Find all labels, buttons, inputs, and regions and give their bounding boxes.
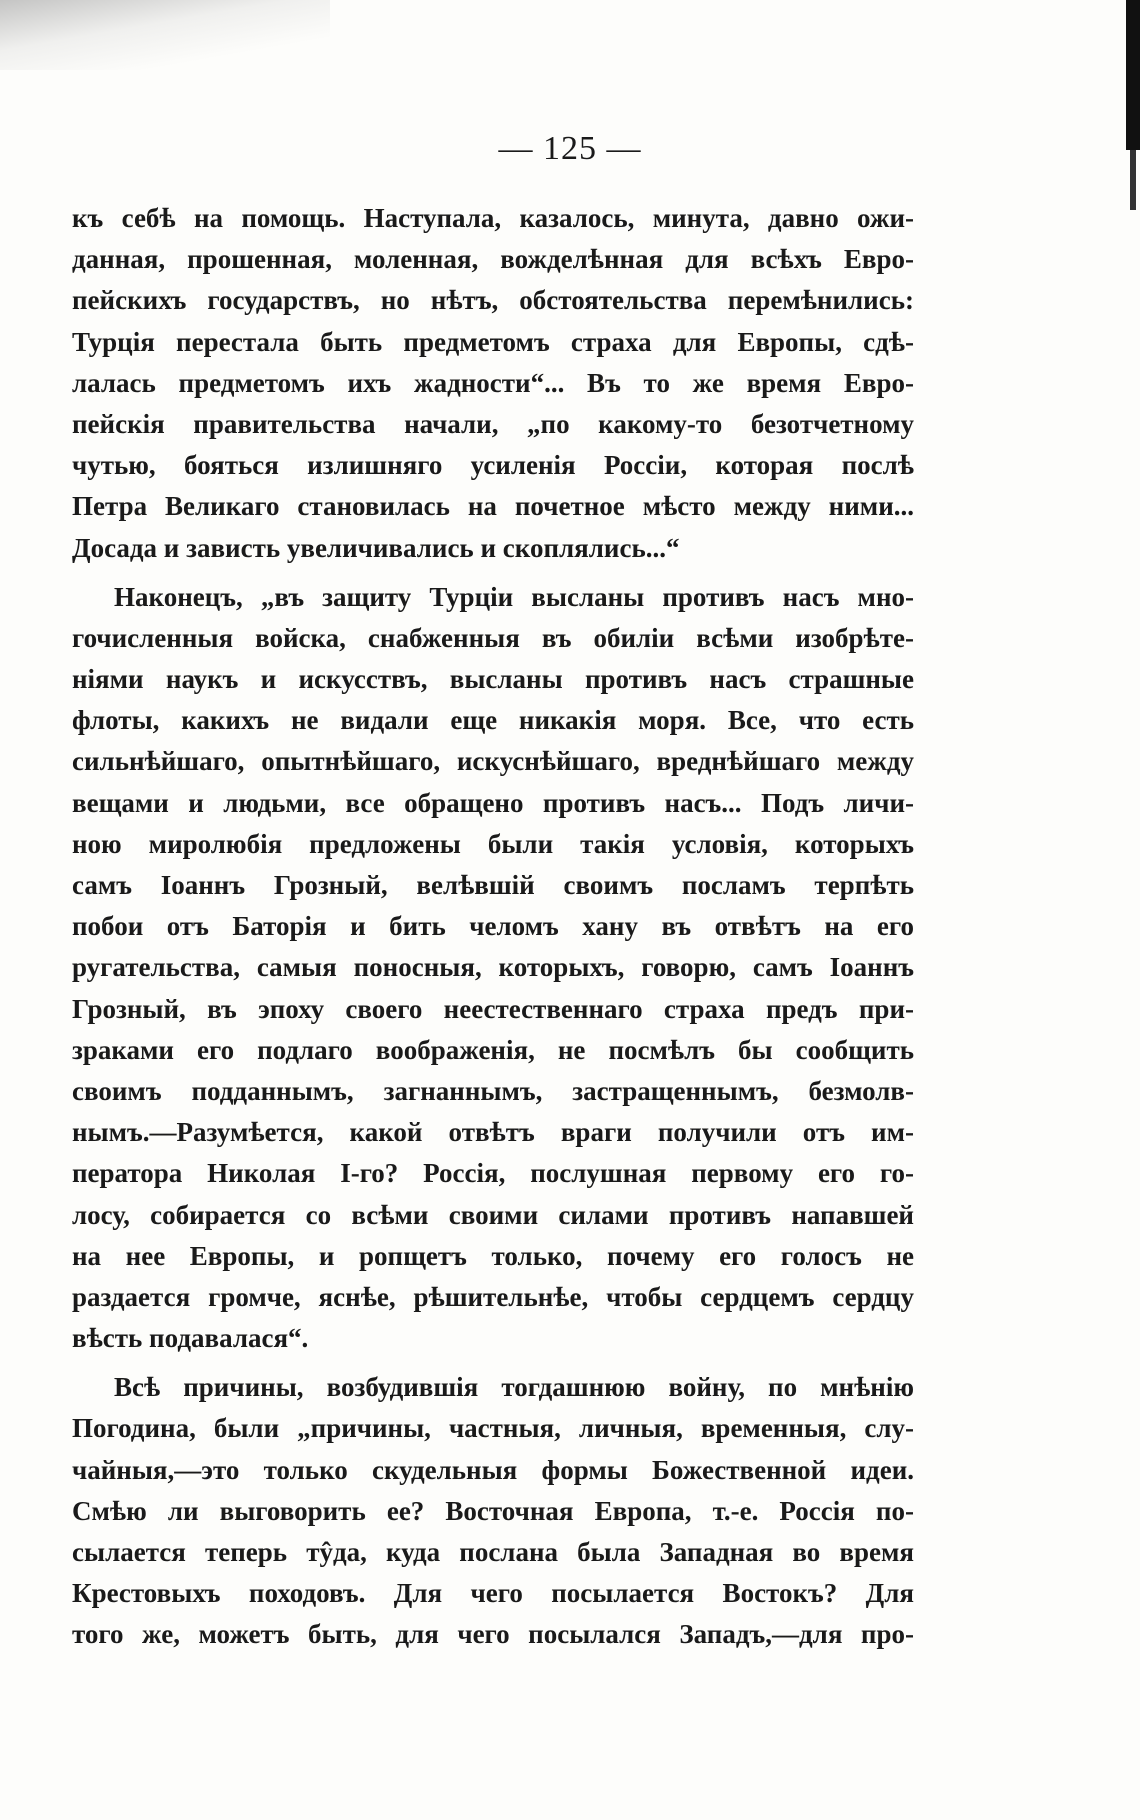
scan-shadow xyxy=(0,0,330,70)
text-line: ніями наукъ и искусствъ, высланы противъ насъ страшные xyxy=(72,664,914,695)
text-line: чайныя,—это только скудельныя формы Божественной идеи. xyxy=(72,1454,914,1485)
text-line: вещами и людьми, все обращено противъ насъ... Подъ личи- xyxy=(72,787,914,818)
text-line: самъ Іоаннъ Грозный, велѣвшій своимъ посламъ терпѣть xyxy=(72,870,914,900)
text-line: ною миролюбія предложены были такія условія, которыхъ xyxy=(72,828,914,859)
text-line: Всѣ причины, возбудившія тогдашнюю войну, по мнѣнію xyxy=(114,1372,914,1403)
text-line: на нее Европы, и ропщетъ только, почему его голосъ не xyxy=(72,1240,914,1271)
text-line: лалась предметомъ ихъ жадности“... Въ то же время Евро- xyxy=(72,367,914,398)
text-line: нымъ.—Разумѣется, какой отвѣтъ враги получили отъ им- xyxy=(72,1117,914,1148)
text-line: Крестовыхъ походовъ. Для чего посылается Востокъ? Для xyxy=(72,1578,914,1609)
text-line: Турція перестала быть предметомъ страха для Европы, сдѣ- xyxy=(72,326,914,357)
text-line: Досада и зависть увеличивались и скоплялись...“ xyxy=(72,532,680,563)
text-line: пейскія правительства начали, „по какому-то безотчетному xyxy=(72,408,914,439)
text-line: раздается громче, яснѣе, рѣшительнѣе, чтобы сердцемъ сердцу xyxy=(72,1281,914,1312)
text-line: пейскихъ государствъ, но нѣтъ, обстоятельства перемѣнились: xyxy=(72,285,914,316)
text-line: своимъ подданнымъ, загнаннымъ, застращеннымъ, безмолв- xyxy=(72,1075,914,1106)
text-line: Петра Великаго становилась на почетное мѣсто между ними... xyxy=(72,491,914,522)
text-line: Грозный, въ эпоху своего неестественнаго страха предъ при- xyxy=(72,993,914,1024)
scan-edge xyxy=(1126,0,1140,150)
text-line: чутью, бояться излишняго усиленія Россіи, которая послѣ xyxy=(72,450,914,481)
text-line: къ себѣ на помощь. Наступала, казалось, минута, давно ожи- xyxy=(72,203,914,233)
text-line: зраками его подлаго воображенія, не посмѣлъ бы сообщить xyxy=(72,1034,914,1065)
paragraph xyxy=(72,198,914,569)
text-line: лосу, собирается со всѣми своими силами противъ напавшей xyxy=(72,1199,914,1230)
page-number: — 125 — xyxy=(498,130,642,167)
text-line: гочисленныя войска, снабженныя въ обиліи всѣми изобрѣте- xyxy=(72,622,914,653)
paragraph xyxy=(72,1367,914,1655)
text-line: того же, можетъ быть, для чего посылался Западъ,—для про- xyxy=(72,1619,914,1650)
text-line: данная, прошенная, моленная, вожделѣнная для всѣхъ Евро- xyxy=(72,244,914,275)
text-line: вѣсть подавалася“. xyxy=(72,1323,309,1354)
text-line: сылается теперь тŷда, куда послана была Западная во время xyxy=(72,1537,914,1567)
text-line: ператора Николая I-го? Россія, послушная первому его го- xyxy=(72,1158,914,1189)
text-line: Смѣю ли выговорить ее? Восточная Европа, т.-е. Россія по- xyxy=(72,1495,914,1526)
text-line: Погодина, были „причины, частныя, личныя, временныя, слу- xyxy=(72,1413,914,1444)
text-line: флоты, какихъ не видали еще никакія моря. Все, что есть xyxy=(72,705,914,736)
body-text xyxy=(72,198,914,1656)
text-line: ругательства, самыя поносныя, которыхъ, говорю, самъ Іоаннъ xyxy=(72,952,914,983)
text-line: побои отъ Баторія и бить челомъ хану въ отвѣтъ на его xyxy=(72,911,914,942)
text-line: сильнѣйшаго, опытнѣйшаго, искуснѣйшаго, вреднѣйшаго между xyxy=(72,746,914,777)
text-line: Наконецъ, „въ защиту Турціи высланы противъ насъ мно- xyxy=(114,581,914,612)
paragraph xyxy=(72,577,914,1360)
